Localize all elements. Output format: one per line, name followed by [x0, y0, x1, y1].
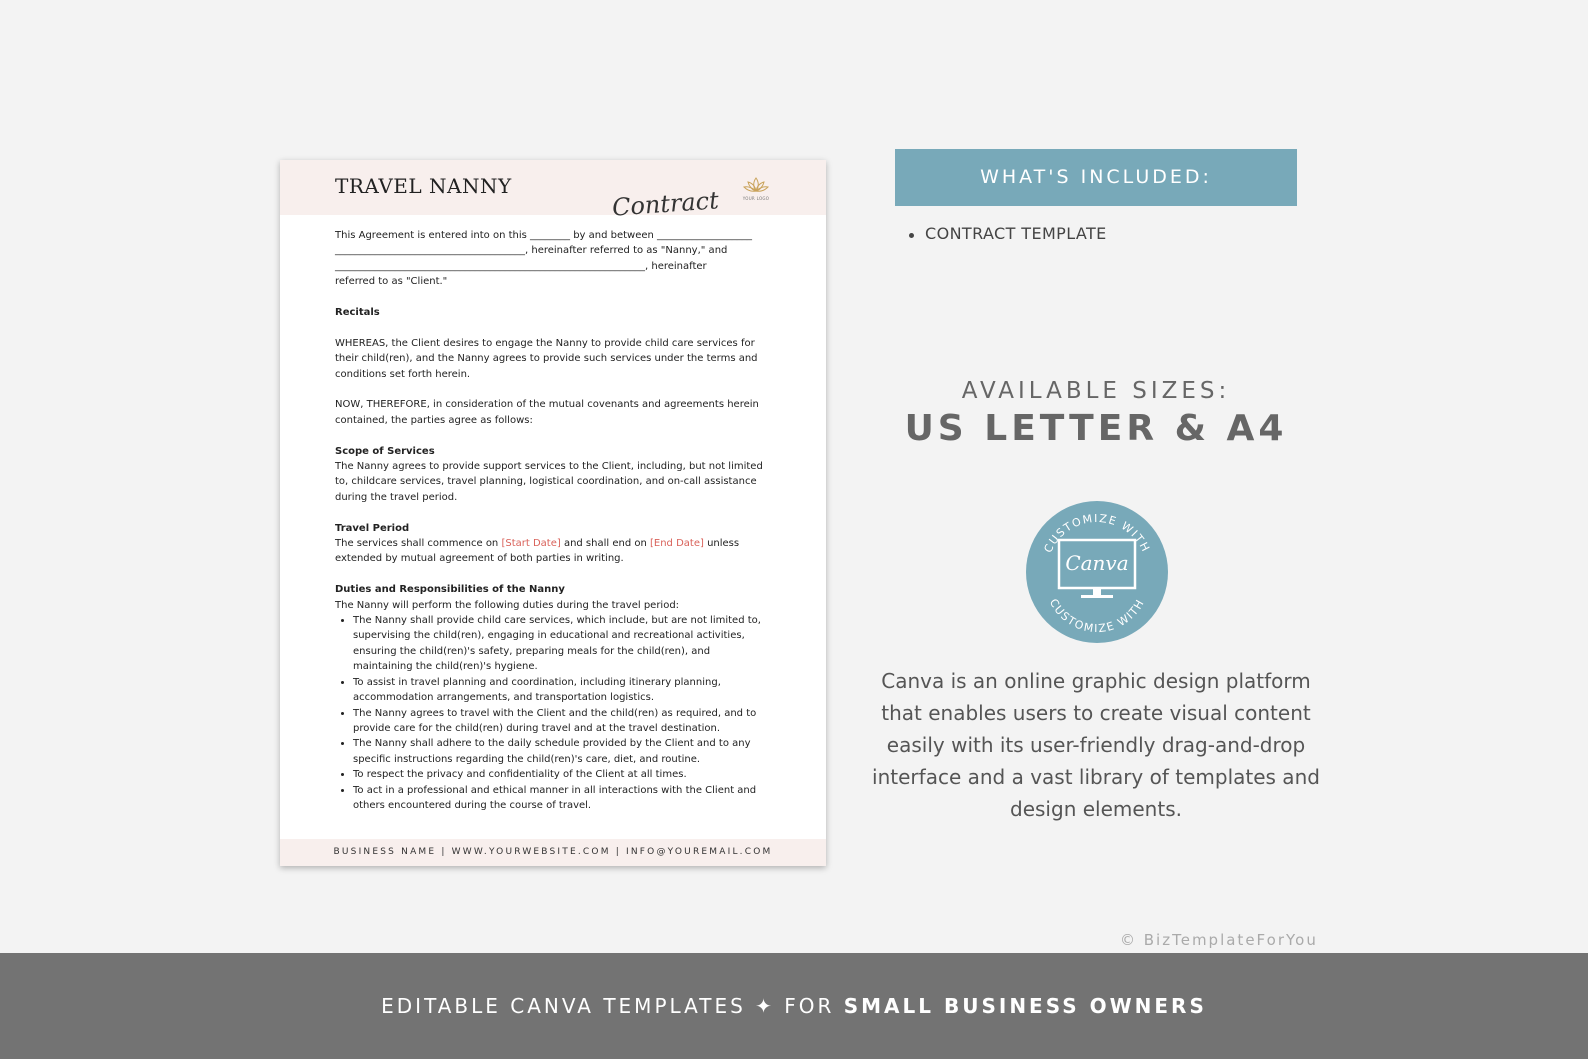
canva-brand-text: Canva [1065, 551, 1129, 575]
end-date-placeholder: [End Date] [650, 538, 704, 550]
intro-line: ______________________________________________________________, hereinafter [335, 260, 707, 272]
intro-line: referred to as "Client." [335, 276, 448, 288]
duties-heading: Duties and Responsibilities of the Nanny [335, 584, 565, 596]
tagline-regular: EDITABLE CANVA TEMPLATES ✦ FOR [381, 994, 844, 1018]
period-text: The services shall commence on [335, 538, 502, 550]
intro-line: ______________________________________, hereinafter referred to as "Nanny," and [335, 245, 728, 257]
list-item [909, 224, 1107, 243]
whereas-paragraph: WHEREAS, the Client desires to engage the Nanny to provide child care services for their child(ren), and the Nanny agrees to provide such services under the terms and conditions set forth herein. [335, 337, 758, 380]
bottom-band [0, 953, 1588, 1059]
list-item: • The Nanny shall provide child care services, which include, but are not limited to, supervising the child(ren), engaging in educational and recreational activities, ensuring the child(ren)'s safety, preparing meals for the child(ren), and maintaining the child(ren)'s hygiene. [353, 613, 765, 675]
badge-ring-text-bottom: CUSTOMIZE WITH [1046, 596, 1148, 636]
duties-list [335, 613, 765, 813]
copyright-text: © BizTemplateForYou [1120, 931, 1318, 949]
customize-with-canva-badge [1025, 500, 1169, 644]
period-text: unless extended by mutual agreement of both parties in writing. [335, 538, 740, 565]
period-heading: Travel Period [335, 522, 410, 534]
doc-title: TRAVEL NANNY [335, 174, 512, 198]
doc-footer: BUSINESS NAME | WWW.YOURWEBSITE.COM | INFO@YOUREMAIL.COM [280, 839, 826, 866]
canva-description: Canva is an online graphic design platform that enables users to create visual content easily with its user-friendly drag-and-drop interface and a vast library of templates and design elements. [872, 669, 1320, 821]
tagline-bold: SMALL BUSINESS OWNERS [843, 994, 1207, 1018]
contract-preview [280, 160, 826, 866]
list-item: • To respect the privacy and confidentiality of the Client at all times. [353, 767, 765, 782]
period-text: and shall end on [560, 538, 650, 550]
scope-paragraph: The Nanny agrees to provide support services to the Client, including, but not limited to, childcare services, travel planning, logistical coordination, and on-call assistance during the travel period. [335, 461, 763, 503]
recitals-heading: Recitals [335, 307, 380, 319]
period-paragraph [335, 536, 765, 567]
list-item: • The Nanny agrees to travel with the Client and the child(ren) as required, and to provide care for the child(ren) during travel and at the travel destination. [353, 706, 765, 737]
therefore-paragraph: NOW, THEREFORE, in consideration of the mutual covenants and agreements herein contained, the parties agree as follows: [335, 399, 759, 426]
badge-ring-text-top: CUSTOMIZE WITH [1041, 511, 1153, 555]
list-item: • The Nanny shall adhere to the daily schedule provided by the Client and to any specific instructions regarding the child(ren)'s care, diet, and routine. [353, 736, 765, 767]
available-sizes-value: US LETTER & A4 [904, 408, 1288, 449]
doc-logo-text: YOUR LOGO [742, 196, 770, 201]
start-date-placeholder: [Start Date] [501, 538, 561, 550]
included-item-label: CONTRACT TEMPLATE [925, 224, 1107, 243]
list-item: • To assist in travel planning and coordination, including itinerary planning, accommodation arrangements, and transportation logistics. [353, 675, 765, 706]
whats-included-banner: WHAT'S INCLUDED: [895, 149, 1297, 206]
available-sizes-label: AVAILABLE SIZES: [961, 378, 1231, 404]
bullet-icon [909, 233, 914, 238]
scope-heading: Scope of Services [335, 445, 435, 457]
included-list [909, 224, 1107, 243]
duties-intro: The Nanny will perform the following duties during the travel period: [335, 599, 680, 611]
lotus-icon [743, 176, 769, 196]
list-item: • To act in a professional and ethical manner in all interactions with the Client and others encountered during the course of travel. [353, 783, 765, 814]
doc-body [335, 228, 765, 813]
doc-script-subtitle: Contract [611, 186, 720, 222]
doc-logo [740, 176, 772, 201]
intro-line: This Agreement is entered into on this ________ by and between ___________________ [335, 230, 753, 241]
